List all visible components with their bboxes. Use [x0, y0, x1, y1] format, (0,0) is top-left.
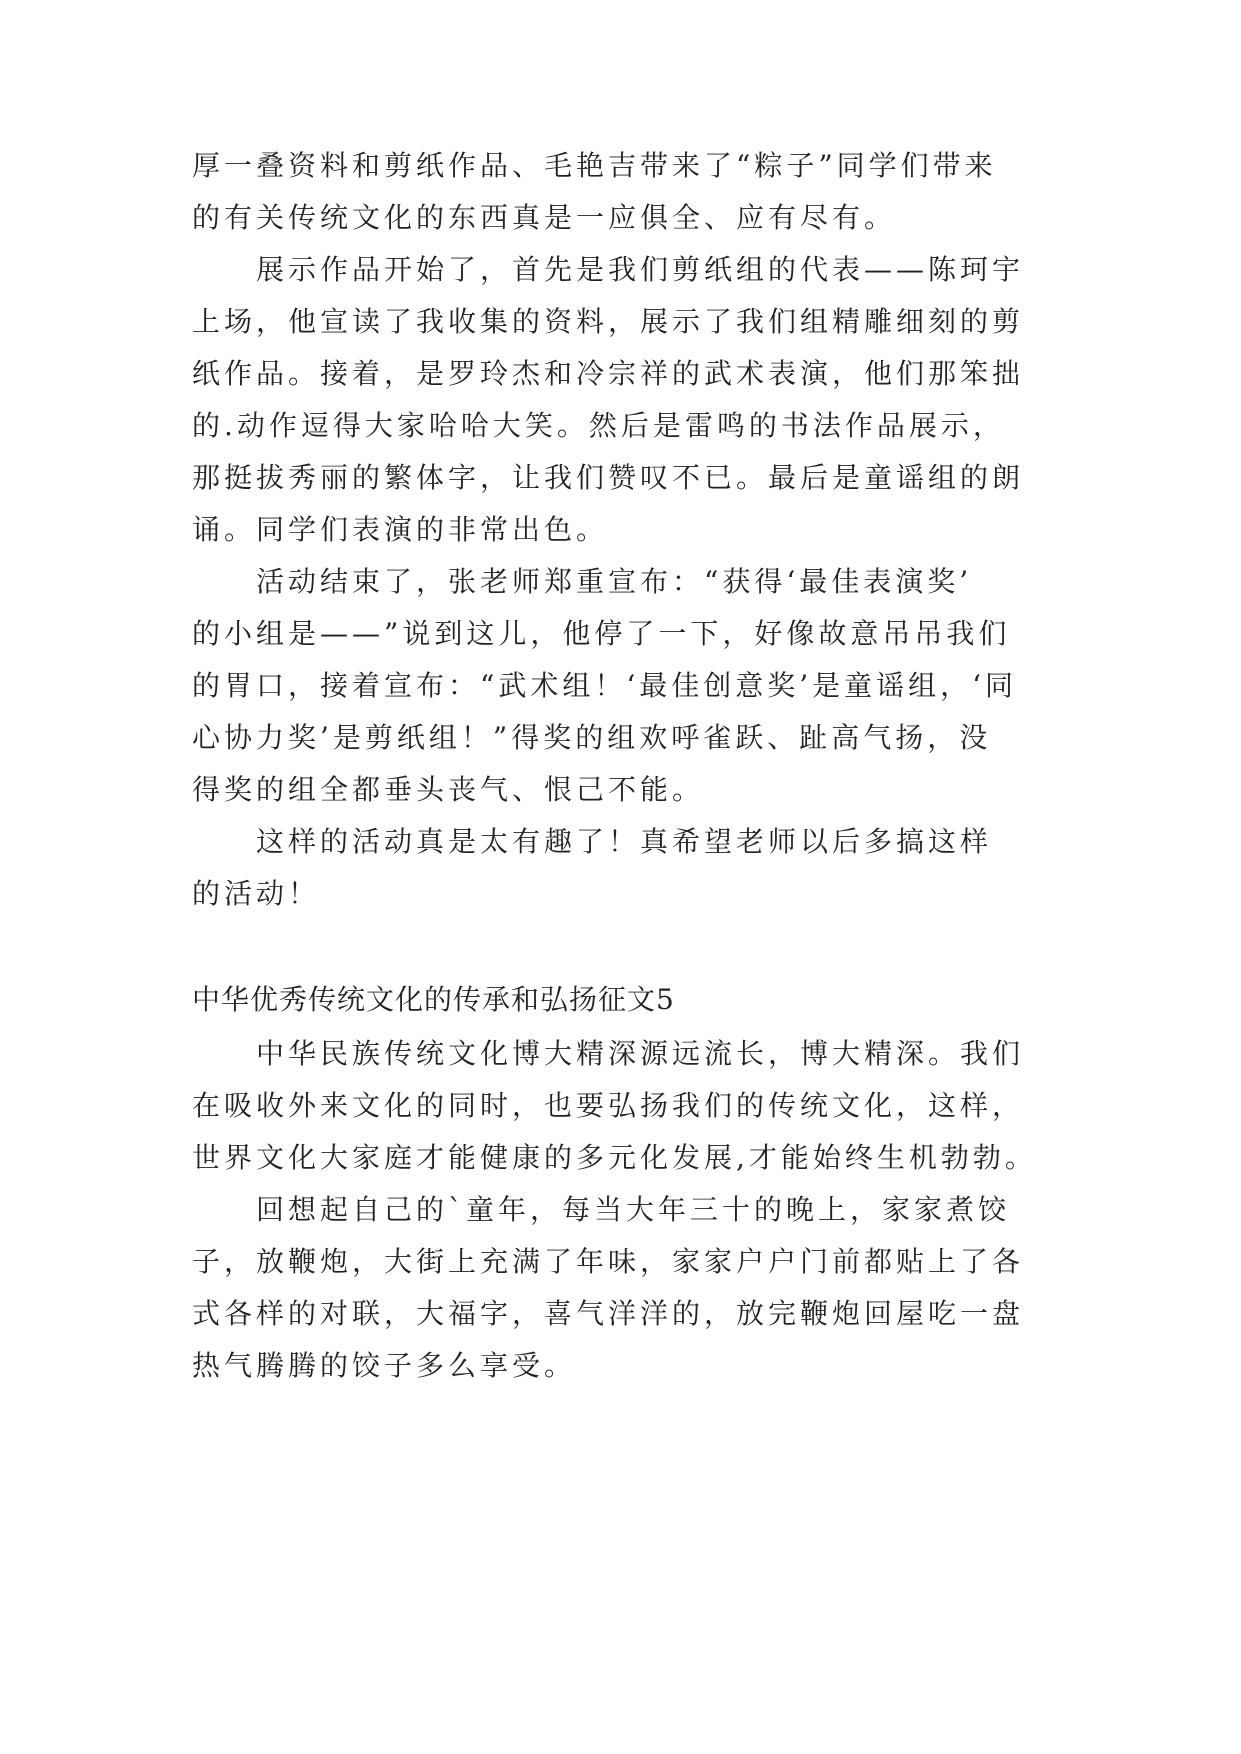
paragraph-line: 的活动！ [192, 877, 321, 910]
paragraph-line: 子，放鞭炮，大街上充满了年味，家家户户门前都贴上了各 [192, 1245, 1025, 1278]
paragraph-line: 心协力奖’是剪纸组！”得奖的组欢呼雀跃、趾高气扬，没 [192, 721, 992, 754]
paragraph-line: 得奖的组全都垂头丧气、恨己不能。 [192, 773, 705, 806]
paragraph-line: 的小组是——”说到这儿，他停了一下，好像故意吊吊我们 [192, 617, 1011, 650]
paragraph-line: 的胃口，接着宣布：“武术组！‘最佳创意奖’是童谣组，‘同 [192, 669, 1018, 702]
paragraph-line: 回想起自己的`童年，每当大年三十的晚上，家家煮饺 [256, 1193, 1011, 1226]
paragraph-line: 纸作品。接着，是罗玲杰和冷宗祥的武术表演，他们那笨拙 [192, 357, 1025, 390]
paragraph-line: 厚一叠资料和剪纸作品、毛艳吉带来了“粽子”同学们带来 [192, 149, 997, 182]
paragraph-line: 世界文化大家庭才能健康的多元化发展,才能始终生机勃勃。 [192, 1141, 1037, 1174]
paragraph-line: 式各样的对联，大福字，喜气洋洋的，放完鞭炮回屋吃一盘 [192, 1297, 1025, 1330]
paragraph-line: 上场，他宣读了我收集的资料，展示了我们组精雕细刻的剪 [192, 305, 1025, 338]
paragraph-line: 展示作品开始了，首先是我们剪纸组的代表——陈珂宇 [256, 253, 1025, 286]
paragraph-line: 热气腾腾的饺子多么享受。 [192, 1349, 577, 1382]
paragraph-line: 诵。同学们表演的非常出色。 [192, 513, 609, 546]
paragraph-line: 的.动作逗得大家哈哈大笑。然后是雷鸣的书法作品展示， [192, 409, 1005, 442]
paragraph-line: 的有关传统文化的东西真是一应俱全、应有尽有。 [192, 201, 897, 234]
paragraph-line: 中华民族传统文化博大精深源远流长，博大精深。我们 [256, 1037, 1025, 1070]
paragraph-line: 在吸收外来文化的同时，也要弘扬我们的传统文化，这样， [192, 1089, 1025, 1122]
paragraph-line: 这样的活动真是太有趣了！真希望老师以后多搞这样 [256, 825, 993, 858]
section-heading: 中华优秀传统文化的传承和弘扬征文5 [192, 983, 675, 1016]
paragraph-line: 活动结束了，张老师郑重宣布：“获得‘最佳表演奖’ [256, 565, 973, 598]
paragraph-line: 那挺拔秀丽的繁体字，让我们赞叹不已。最后是童谣组的朗 [192, 461, 1025, 494]
